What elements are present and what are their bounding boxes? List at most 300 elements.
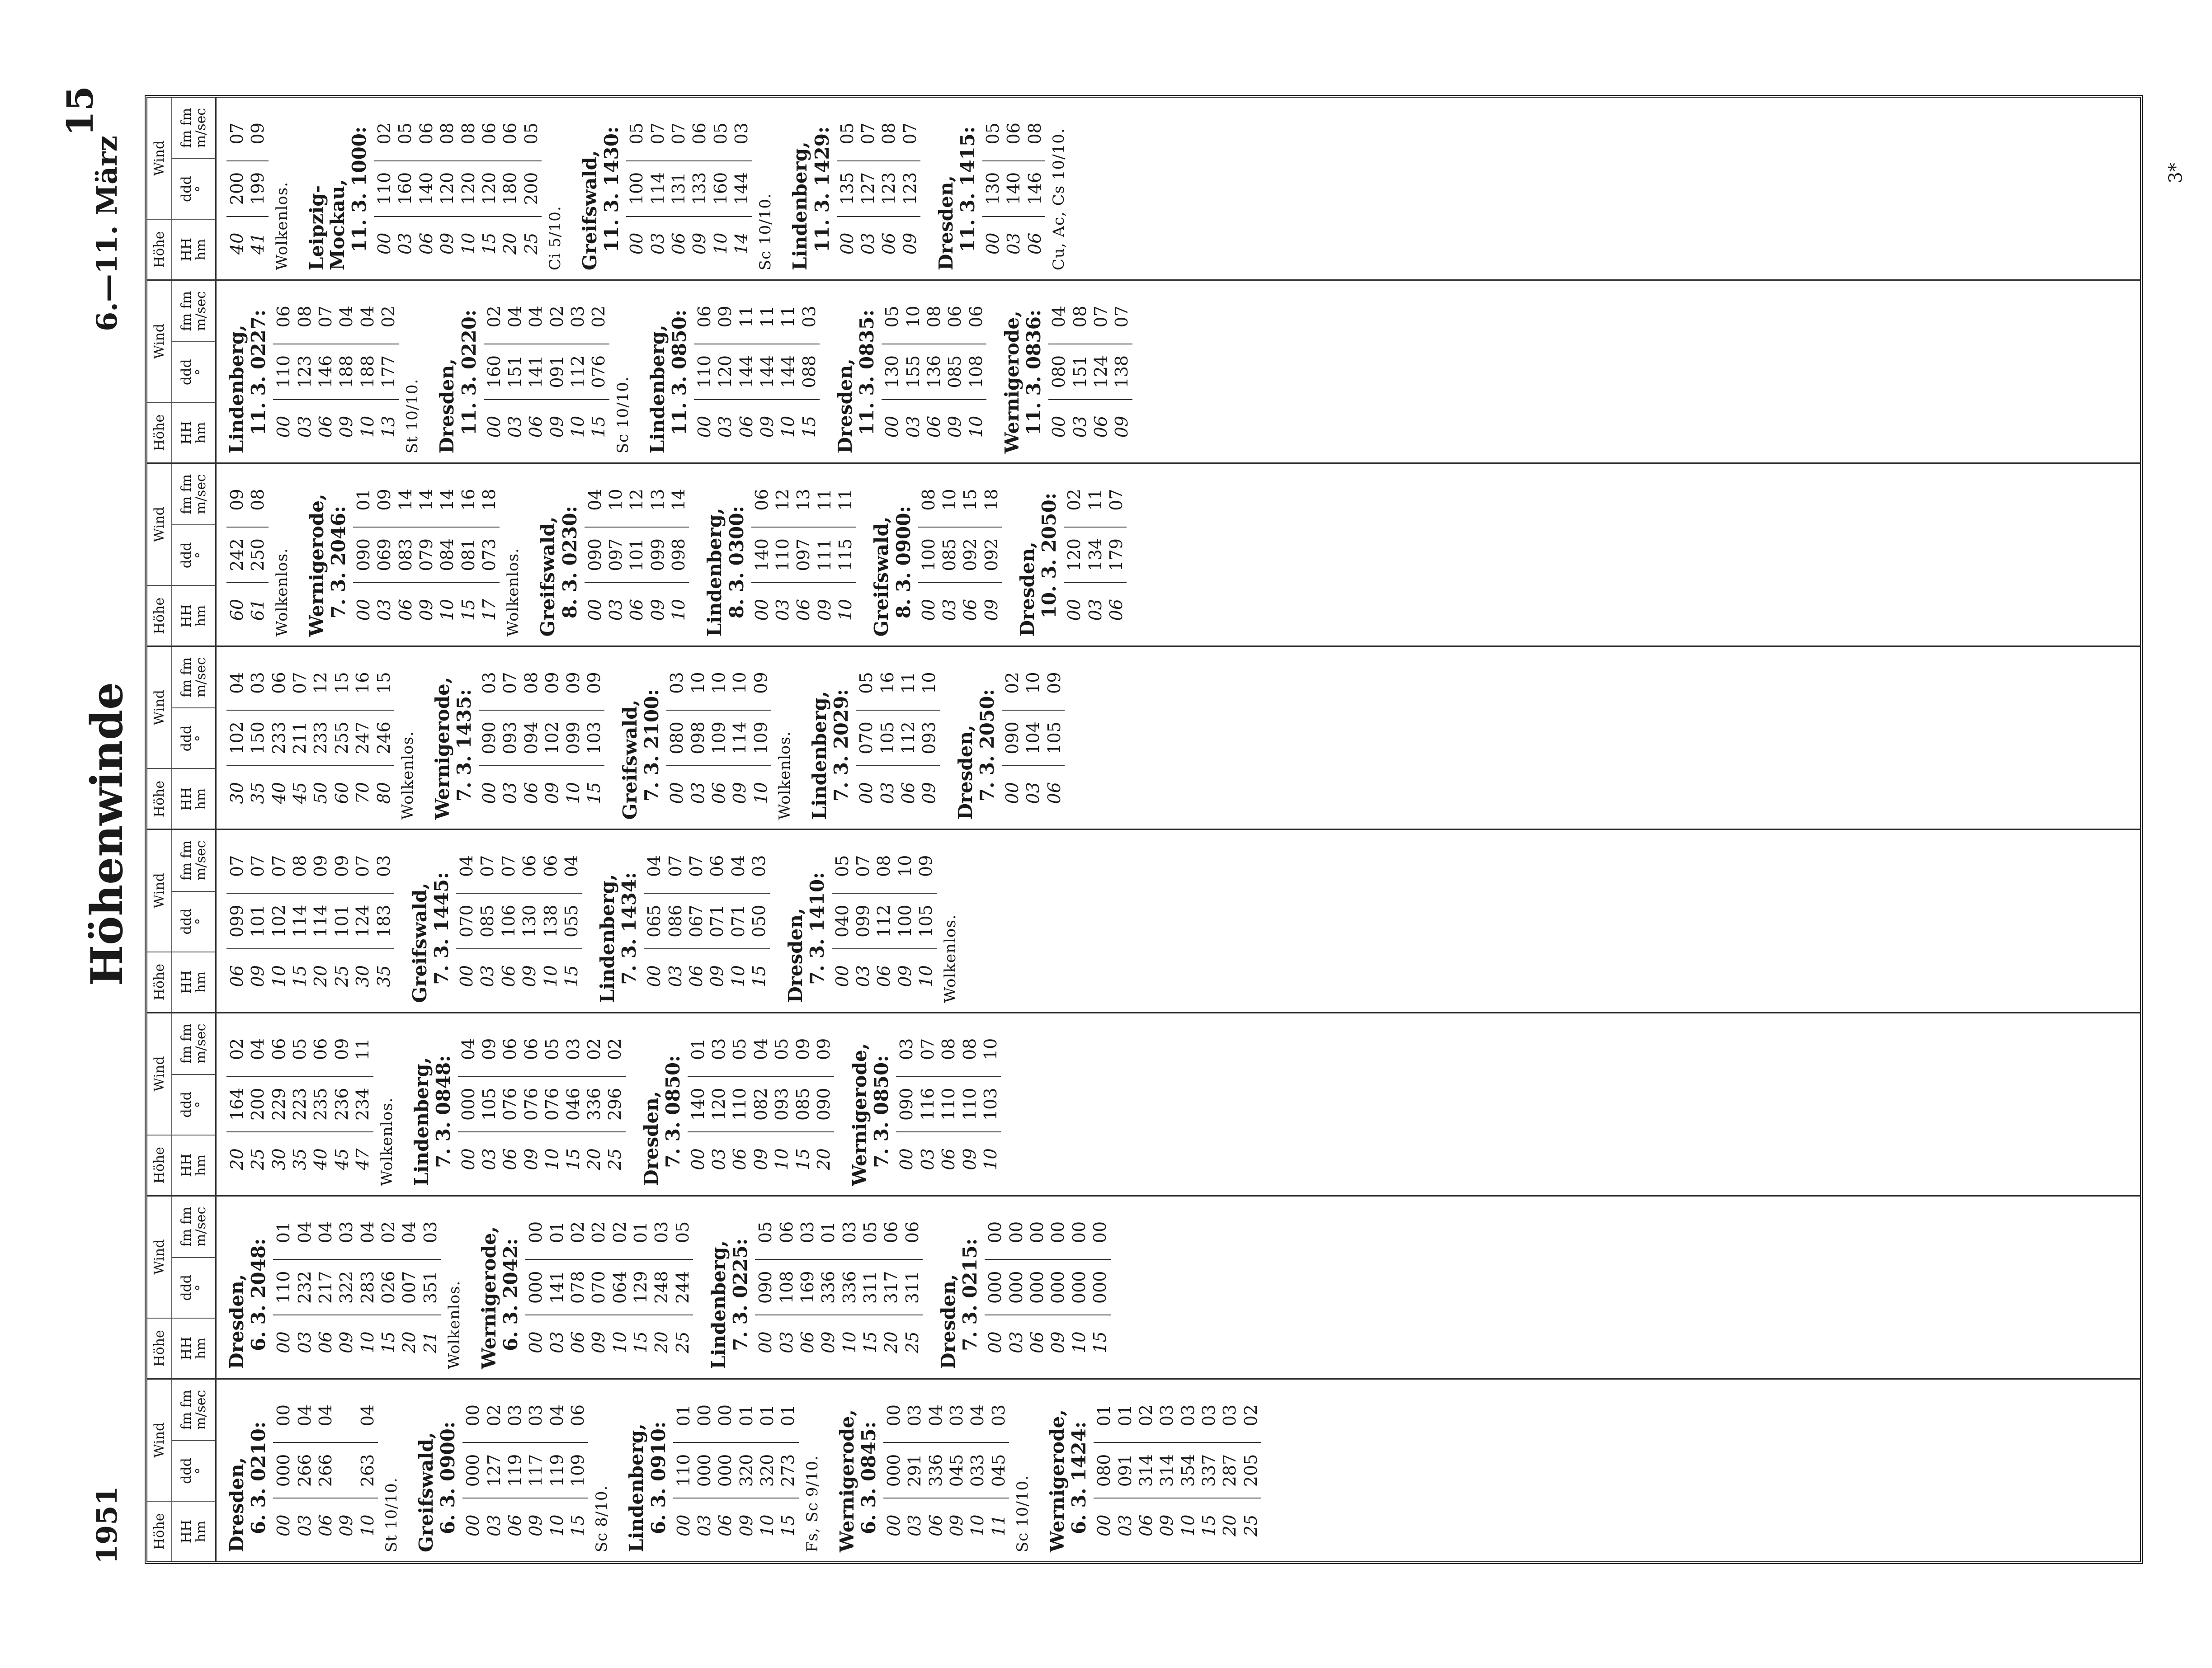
direction-cell: 211 (289, 710, 310, 766)
direction-cell: 320 (736, 1442, 757, 1498)
direction-cell: 080 (1094, 1442, 1114, 1498)
speed-cell: 03 (1199, 1404, 1219, 1427)
wind-header: Wind (147, 830, 172, 952)
speed-cell: 07 (227, 855, 247, 877)
height-cell: 10 (916, 965, 936, 987)
table-row (793, 473, 814, 636)
table-row (289, 656, 310, 820)
height-cell: 09 (919, 782, 939, 804)
height-cell: 03 (665, 965, 685, 987)
table-row (778, 290, 798, 453)
direction-cell: 255 (331, 710, 352, 766)
direction-cell: 094 (521, 710, 542, 766)
table-row (1064, 473, 1085, 636)
height-cell: 20 (584, 1148, 604, 1170)
height-cell: 06 (736, 415, 756, 438)
direction-cell: 138 (540, 893, 561, 949)
direction-cell: 131 (668, 161, 689, 217)
station-name: Dresden, (640, 1091, 662, 1186)
speed-cell: 06 (521, 1038, 541, 1060)
fm-header: fm fm m/sec (179, 108, 209, 148)
height-cell: 00 (458, 1148, 478, 1170)
speed-cell: 03 (567, 306, 588, 328)
direction-cell: 093 (500, 710, 520, 766)
observation-time: 6. 3. 0210: (247, 1421, 270, 1534)
table-row (960, 473, 981, 636)
table-row (357, 1206, 378, 1369)
speed-cell: 05 (730, 1038, 750, 1060)
table-row (707, 839, 727, 1003)
direction-cell: 103 (584, 710, 604, 766)
speed-cell: 08 (959, 1038, 980, 1060)
table-row (310, 839, 331, 1003)
table-row (542, 1022, 562, 1186)
wind-data (1094, 1389, 1261, 1552)
height-cell: 00 (837, 232, 857, 255)
direction-cell: 046 (563, 1076, 584, 1132)
column-blocks (217, 1013, 1026, 1195)
speed-cell: 07 (290, 672, 310, 694)
table-row (1003, 107, 1024, 270)
table-row (918, 473, 939, 636)
date-range: 6.—11. März (90, 136, 123, 331)
table-row (938, 1022, 959, 1186)
hh-header: HH hm (172, 219, 215, 279)
direction-cell: 000 (1069, 1259, 1089, 1315)
height-cell: 03 (853, 965, 873, 987)
direction-cell: 232 (294, 1259, 315, 1315)
height-cell: 15 (378, 1331, 398, 1353)
wind-header: Wind (147, 281, 172, 402)
speed-cell: 10 (939, 489, 959, 511)
speed-cell: 00 (526, 1221, 546, 1244)
station-name: Lindenberg, (808, 691, 831, 820)
height-cell: 00 (484, 415, 504, 438)
speed-cell: 10 (980, 1038, 1000, 1060)
speed-cell: 04 (248, 1038, 268, 1060)
direction-cell: 250 (247, 527, 268, 583)
table-column (147, 462, 2140, 646)
direction-cell: 108 (776, 1259, 797, 1315)
table-row (399, 1206, 420, 1369)
speed-cell: 07 (647, 123, 668, 145)
speed-cell: 16 (458, 489, 478, 511)
direction-cell: 000 (715, 1442, 736, 1498)
table-row (1178, 1389, 1198, 1552)
height-cell: 15 (1090, 1331, 1110, 1353)
speed-cell: 09 (584, 672, 604, 694)
table-row (694, 1389, 715, 1552)
height-cell: 15 (479, 232, 499, 255)
table-row (837, 107, 858, 270)
direction-cell: 127 (484, 1442, 505, 1498)
direction-cell: 291 (904, 1442, 925, 1498)
height-cell: 03 (688, 782, 708, 804)
direction-cell: 354 (1178, 1442, 1198, 1498)
direction-cell: 266 (294, 1442, 315, 1498)
direction-cell: 026 (378, 1259, 399, 1315)
direction-cell: 151 (505, 344, 525, 400)
table-row (331, 656, 352, 820)
height-cell: 00 (883, 1514, 904, 1536)
speed-cell: 06 (274, 306, 294, 328)
wind-data (273, 290, 399, 453)
column-blocks (217, 830, 985, 1012)
height-cell: 09 (336, 1514, 357, 1536)
speed-cell: 03 (373, 855, 394, 877)
table-row (1027, 1206, 1047, 1369)
table-row (247, 656, 268, 820)
hoehe-header: Höhe (147, 952, 172, 1012)
speed-cell: 07 (227, 123, 247, 145)
speed-cell: 03 (526, 1404, 546, 1427)
height-cell: 20 (881, 1331, 901, 1353)
height-cell: 50 (311, 782, 331, 804)
height-cell: 06 (395, 598, 415, 621)
table-row (310, 1022, 331, 1186)
speed-cell: 07 (917, 1038, 938, 1060)
direction-cell: 090 (755, 1259, 776, 1315)
height-cell: 25 (672, 1331, 693, 1353)
speed-cell: 02 (589, 1221, 609, 1244)
table-row (982, 107, 1003, 270)
height-cell: 00 (526, 1331, 546, 1353)
height-cell: 00 (1049, 415, 1069, 438)
height-cell: 09 (900, 232, 920, 255)
fm-header: fm fm m/sec (179, 291, 209, 331)
wind-data (856, 656, 939, 820)
hh-header: HH hm (172, 952, 215, 1012)
table-row (900, 107, 920, 270)
footer-mark: 3* (2165, 163, 2186, 184)
observation-time: 10. 3. 2050: (1038, 492, 1061, 619)
table-row (877, 656, 898, 820)
speed-cell: 02 (547, 306, 567, 328)
table-row (315, 290, 336, 453)
table-row (289, 1022, 310, 1186)
column-header (147, 98, 217, 279)
speed-cell: 06 (707, 855, 727, 877)
table-row (1090, 290, 1111, 453)
observation-time: 11. 3. 0220: (457, 309, 480, 436)
speed-cell: 04 (357, 1221, 377, 1244)
column-header (147, 1380, 217, 1561)
direction-cell: 070 (856, 710, 877, 766)
table-row (729, 1022, 750, 1186)
table-row (881, 1206, 901, 1369)
speed-cell: 05 (755, 1221, 776, 1244)
table-row (588, 290, 609, 453)
station-name: Lindenberg, (646, 325, 669, 454)
direction-cell: 177 (378, 344, 399, 400)
table-row (873, 839, 894, 1003)
direction-cell: 000 (1047, 1259, 1068, 1315)
table-row (567, 1206, 588, 1369)
table-row (547, 1389, 567, 1552)
height-cell: 61 (248, 598, 268, 621)
speed-cell: 07 (353, 855, 373, 877)
direction-cell: 188 (357, 344, 378, 400)
speed-cell: 12 (627, 489, 647, 511)
wind-data (1002, 656, 1065, 820)
speed-cell: 04 (505, 306, 525, 328)
speed-cell: 01 (1094, 1404, 1114, 1427)
cloud-note: Wolkenlos. (273, 548, 291, 637)
ddd-header: ddd ° (172, 524, 215, 585)
hh-header: HH hm (172, 402, 215, 462)
height-cell: 00 (274, 1514, 294, 1536)
table-row (1136, 1389, 1156, 1552)
height-cell: 80 (373, 782, 394, 804)
height-cell: 09 (1112, 415, 1132, 438)
speed-cell: 16 (353, 672, 373, 694)
cloud-note: Sc 10/10. (613, 376, 632, 454)
direction-cell: 101 (247, 893, 268, 949)
speed-cell: 07 (500, 672, 520, 694)
height-cell: 25 (521, 232, 541, 255)
height-cell: 09 (946, 1514, 967, 1536)
speed-cell: 14 (669, 489, 689, 511)
table-row (521, 656, 542, 820)
direction-cell: 084 (437, 527, 457, 583)
station-block (307, 107, 564, 270)
height-cell: 06 (668, 232, 689, 255)
fm-header: fm fm m/sec (179, 1390, 209, 1430)
direction-cell: 140 (416, 161, 437, 217)
table-row (689, 107, 710, 270)
height-cell: 15 (860, 1331, 881, 1353)
table-row (985, 1206, 1005, 1369)
station-block (597, 839, 769, 1003)
direction-cell: 070 (456, 893, 477, 949)
direction-cell: 124 (352, 893, 373, 949)
speed-cell: 03 (667, 672, 687, 694)
direction-cell: 090 (479, 710, 500, 766)
table-row (925, 1389, 946, 1552)
speed-cell: 02 (609, 1221, 630, 1244)
speed-cell: 07 (269, 855, 289, 877)
table-row (980, 1022, 1001, 1186)
direction-cell: 110 (673, 1442, 694, 1498)
wind-data (755, 1206, 923, 1369)
speed-cell: 03 (563, 1038, 583, 1060)
table-row (352, 656, 373, 820)
direction-cell: 086 (665, 893, 686, 949)
height-cell: 25 (605, 1148, 625, 1170)
height-cell: 03 (903, 415, 923, 438)
direction-cell: 114 (647, 161, 668, 217)
table-row (609, 1206, 630, 1369)
station-name: Lindenberg, (410, 1057, 433, 1186)
height-cell: 30 (269, 1148, 289, 1170)
direction-cell: 091 (547, 344, 567, 400)
height-cell: 25 (331, 965, 352, 987)
table-row (588, 1206, 609, 1369)
speed-cell: 04 (585, 489, 605, 511)
station-name: Greifswald, (619, 699, 641, 820)
cloud-note: Sc 10/10. (1014, 1475, 1032, 1552)
speed-cell: 06 (500, 1038, 520, 1060)
table-row (269, 839, 289, 1003)
station-name: Lindenberg, (789, 141, 811, 271)
station-block (837, 1389, 1032, 1552)
table-row (336, 290, 357, 453)
speed-cell: 15 (331, 672, 352, 694)
height-cell: 15 (778, 1514, 798, 1536)
station-block (809, 656, 940, 820)
station-block (938, 1206, 1110, 1369)
direction-cell (336, 1442, 357, 1498)
direction-cell: 090 (353, 527, 374, 583)
station-block (410, 839, 582, 1003)
speed-cell: 04 (750, 1038, 771, 1060)
column-blocks (217, 1380, 1287, 1561)
ddd-header: ddd ° (172, 341, 215, 402)
direction-cell: 320 (757, 1442, 778, 1498)
height-cell: 00 (585, 598, 605, 621)
wind-data (896, 1022, 1001, 1186)
direction-cell: 100 (626, 161, 647, 217)
direction-cell: 106 (498, 893, 519, 949)
speed-cell: 06 (269, 1038, 289, 1060)
direction-cell: 110 (959, 1076, 980, 1132)
speed-cell: 09 (331, 1038, 352, 1060)
direction-cell: 223 (289, 1076, 310, 1132)
direction-cell: 105 (479, 1076, 500, 1132)
hoehe-header: Höhe (147, 1318, 172, 1378)
height-cell: 10 (357, 415, 377, 438)
observation-time: 7. 3. 0848: (432, 1055, 454, 1168)
table-row (563, 656, 584, 820)
height-cell: 06 (315, 1514, 335, 1536)
height-cell: 06 (505, 1514, 525, 1536)
table-row (416, 473, 437, 636)
speed-cell: 04 (1049, 306, 1069, 328)
wind-data (644, 839, 769, 1003)
direction-cell: 144 (757, 344, 778, 400)
height-cell: 03 (776, 1331, 797, 1353)
table-row (967, 1389, 988, 1552)
speed-cell: 10 (730, 672, 750, 694)
direction-cell: 110 (273, 1259, 294, 1315)
speed-cell: 04 (357, 1404, 377, 1427)
speed-cell: 06 (966, 306, 986, 328)
fm-header: fm fm m/sec (179, 657, 209, 697)
direction-cell: 311 (902, 1259, 923, 1315)
direction-cell: 133 (689, 161, 710, 217)
speed-cell: 03 (505, 1404, 525, 1427)
table-row (484, 1389, 505, 1552)
wind-data (985, 1206, 1110, 1369)
height-cell: 40 (269, 782, 289, 804)
speed-cell: 08 (1070, 306, 1090, 328)
hh-header: HH hm (172, 585, 215, 646)
table-row (498, 839, 519, 1003)
speed-cell: 05 (882, 306, 902, 328)
table-row (357, 1389, 378, 1552)
direction-cell: 233 (310, 710, 331, 766)
station-block (479, 1206, 693, 1369)
height-cell: 00 (856, 782, 877, 804)
height-cell: 10 (839, 1331, 859, 1353)
observation-time: 6. 3. 0900: (437, 1421, 459, 1534)
height-cell: 15 (561, 965, 581, 987)
table-row (715, 1389, 736, 1552)
table-row (273, 1206, 294, 1369)
direction-cell: 141 (525, 344, 546, 400)
speed-cell: 09 (311, 855, 331, 877)
direction-cell: 090 (1002, 710, 1023, 766)
observation-time: 11. 3. 0227: (247, 309, 270, 436)
direction-cell: 138 (1111, 344, 1132, 400)
speed-cell: 05 (542, 1038, 562, 1060)
speed-cell: 06 (416, 123, 436, 145)
height-cell: 03 (905, 1514, 925, 1536)
table-row (416, 107, 437, 270)
direction-cell: 336 (925, 1442, 946, 1498)
table-row (352, 839, 373, 1003)
speed-cell: 06 (479, 123, 499, 145)
table-row (792, 1022, 813, 1186)
station-name: Dresden, (784, 908, 807, 1003)
height-cell: 10 (669, 598, 689, 621)
direction-cell: 119 (547, 1442, 567, 1498)
table-row (731, 107, 752, 270)
wind-data (1048, 290, 1132, 453)
table-row (651, 1206, 672, 1369)
table-row (1047, 1206, 1068, 1369)
speed-cell: 02 (227, 1038, 247, 1060)
speed-cell: 08 (918, 489, 939, 511)
table-row (835, 473, 856, 636)
station-block (432, 656, 604, 820)
direction-cell: 102 (226, 710, 247, 766)
table-row (456, 839, 477, 1003)
direction-cell: 200 (226, 161, 247, 217)
height-cell: 06 (709, 782, 729, 804)
table-row (500, 107, 520, 270)
observation-time: 7. 3. 2100: (641, 689, 663, 802)
speed-cell: 06 (902, 1221, 922, 1244)
station-name: Dresden, (226, 1274, 248, 1369)
direction-cell: 199 (247, 161, 268, 217)
table-row (525, 1206, 546, 1369)
station-name: Dresden, (226, 1457, 248, 1552)
wind-data (688, 1022, 835, 1186)
table-row (226, 1022, 247, 1186)
speed-cell: 02 (605, 1038, 625, 1060)
table-row (540, 839, 561, 1003)
speed-cell: 05 (521, 123, 541, 145)
table-row (315, 1389, 336, 1552)
direction-cell: 144 (731, 161, 752, 217)
height-cell: 15 (458, 598, 478, 621)
observation-time: 11. 3. 1430: (600, 126, 623, 253)
column-header (147, 464, 217, 646)
height-cell: 06 (715, 1514, 736, 1536)
height-cell: 09 (519, 965, 540, 987)
table-row (352, 1022, 373, 1186)
table-row (420, 1206, 441, 1369)
hoehe-header: Höhe (147, 219, 172, 279)
direction-cell: 080 (666, 710, 687, 766)
direction-cell: 101 (626, 527, 647, 583)
table-row (226, 839, 247, 1003)
observation-time: 7. 3. 1434: (618, 872, 641, 985)
wind-header: Wind (147, 1013, 172, 1135)
height-cell: 09 (895, 965, 915, 987)
direction-cell: 000 (883, 1442, 904, 1498)
